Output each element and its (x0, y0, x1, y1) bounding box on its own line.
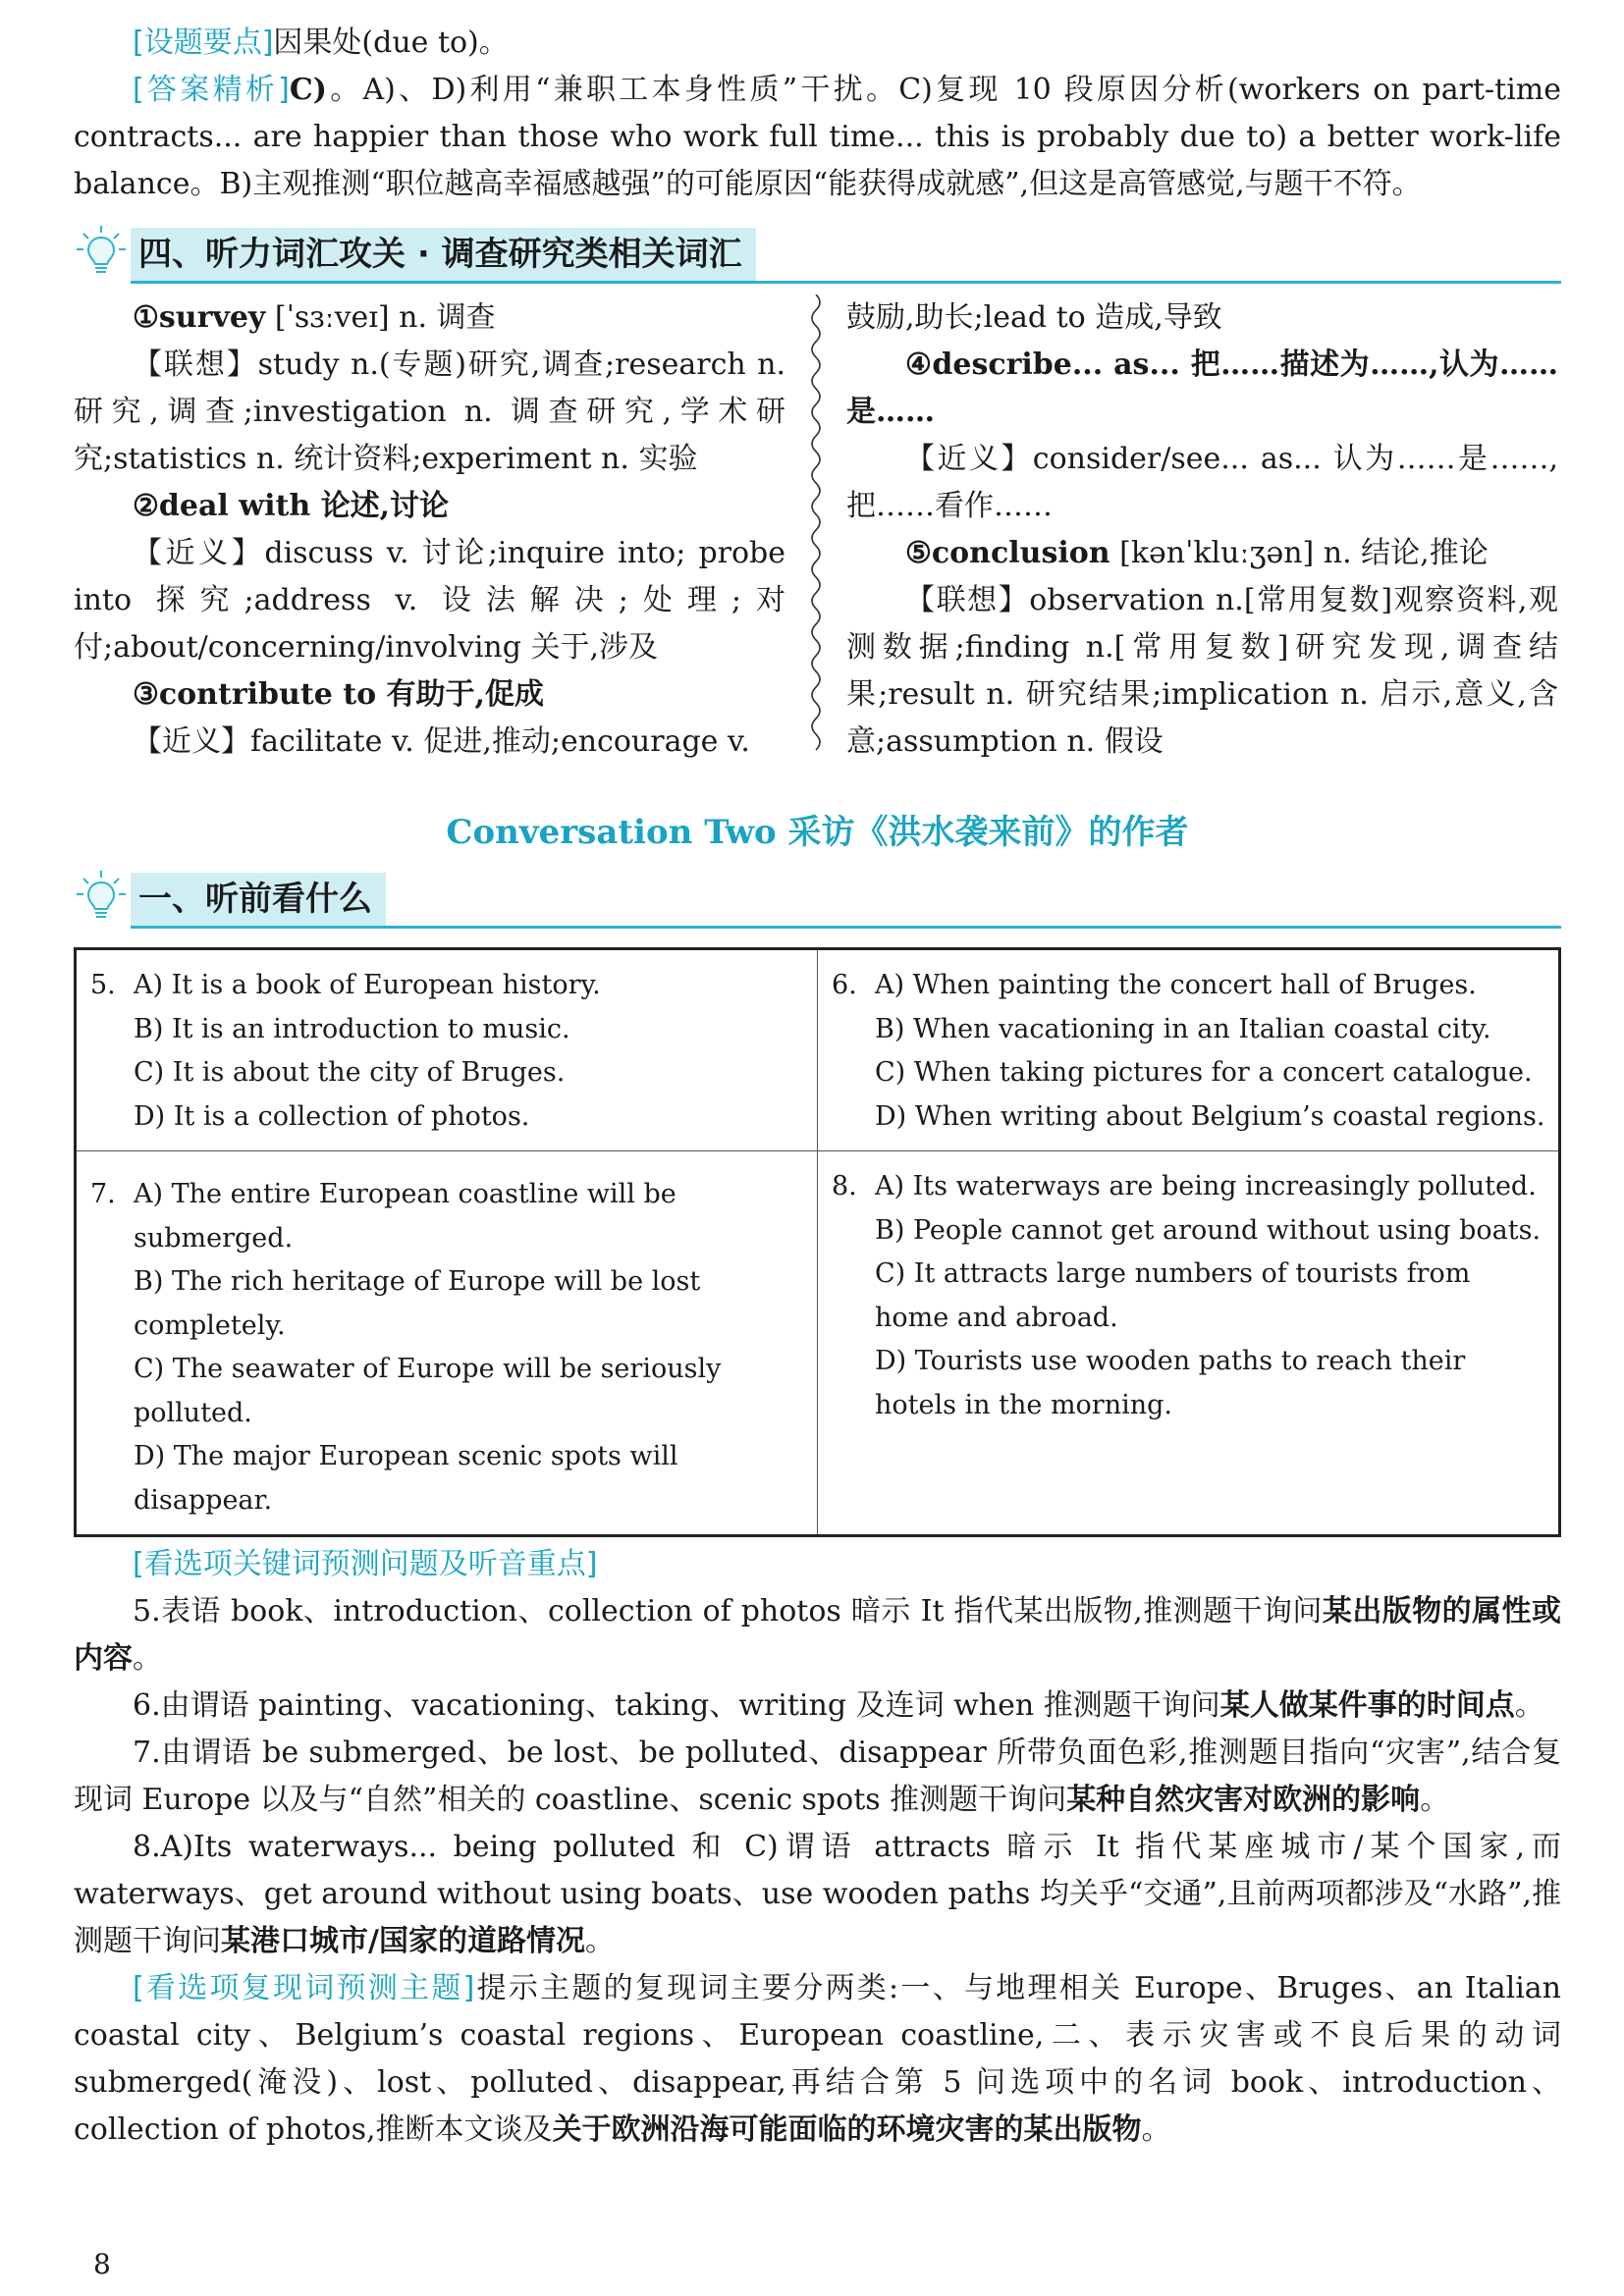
vocab-entry: ②deal with 论述,讨论 (133, 489, 450, 523)
tag-label: [设题要点] (133, 26, 274, 60)
vocab-entry: ①survey [ˈsɜːveɪ] n. 调查 (133, 300, 496, 335)
analysis-6: 6.由谓语 painting、vacationing、taking、writing 及连词 when 推测题干询问某人做某件事的时间点。 (133, 1688, 1544, 1723)
vocab-note: 【联想】study n.(专题)研究,调查;research n. 研究,调查;investigation n. 调查研究,学术研究;statistics n. 统计资料;experiment n. 实验 (74, 347, 786, 476)
wavy-divider (785, 294, 846, 766)
analysis-8: 8.A)Its waterways... being polluted 和 C)谓语 attracts 暗示 It 指代某座城市/某个国家,而 waterways、get around without using boats、use wooden paths 均关乎“交通”,且前两项都涉及“水路”,推测题干询问某港口城市/国家的道路情况。 (74, 1830, 1561, 1958)
section-rule (131, 926, 1561, 929)
question-8: 8. A) Its waterways are being increasingly polluted. B) People cannot get around without using boats. C) It attracts large numbers of tourists from home and abroad. D) Tourists use wooden paths to reach their hotels in the morning. (818, 1151, 1560, 1536)
section-heading-prelisten (74, 865, 1561, 930)
section-title: 一、听前看什么 (131, 873, 386, 926)
vocab-left-column (74, 294, 785, 766)
section-rule (131, 281, 1561, 284)
question-6: 6. A) When painting the concert hall of Bruges. B) When vacationing in an Italian coastal city. C) When taking pictures for a concert catalogue. D) When writing about Belgium’s coastal regions. (818, 949, 1560, 1151)
vocab-note: 【联想】observation n.[常用复数]观察资料,观测数据;finding n.[常用复数]研究发现,调查结果;result n. 研究结果;implication n. 启示,意义,含意;assumption n. 假设 (846, 583, 1558, 759)
vocab-note: 【近义】facilitate v. 促进,推动;encourage v. (133, 724, 750, 759)
lightbulb-icon (74, 224, 129, 279)
vocab-note: 鼓励,助长;lead to 造成,导致 (846, 300, 1222, 335)
vocab-entry: ③contribute to 有助于,促成 (133, 677, 544, 712)
vocab-entry: ⑤conclusion [kənˈkluːʒən] n. 结论,推论 (905, 536, 1489, 570)
section-title: 四、听力词汇攻关 · 调查研究类相关词汇 (131, 228, 756, 281)
page-number: 8 (93, 2248, 111, 2280)
answer-analysis: [答案精析]C)。A)、D)利用“兼职工本身性质”干扰。C)复现 10 段原因分析(workers on part-time contracts... are happier than those who work full time... this is probably due to) a better work-life balance。B)主观推测“职位越高幸福感越强”的可能原因“能获得成就感”,但这是高管感觉,与题干不符。 (74, 73, 1561, 201)
vocab-note: 【近义】consider/see... as... 认为……是……,把……看作…… (846, 442, 1559, 523)
wavy-line-decoration (806, 294, 826, 756)
analysis-tag: [看选项关键词预测问题及听音重点] (133, 1547, 598, 1581)
analysis-7: 7.由谓语 be submerged、be lost、be polluted、disappear 所带负面色彩,推测题目指向“灾害”,结合复现词 Europe 以及与“自然”相关的 coastline、scenic spots 推测题干询问某种自然灾害对欧洲的影响。 (74, 1735, 1561, 1817)
question-7: 7. A) The entire European coastline will be submerged. B) The rich heritage of Europe will be lost completely. C) The seawater of Europe will be seriously polluted. D) The major European scenic spots will disappear. (76, 1151, 818, 1536)
lightbulb-icon (74, 869, 129, 924)
section-heading-vocab (74, 220, 1561, 285)
analysis-theme: [看选项复现词预测主题]提示主题的复现词主要分两类:一、与地理相关 Europe、Bruges、an Italian coastal city、Belgium’s coastal regions、European coastline,二、表示灾害或不良后果的动词 submerged(淹没)、lost、polluted、disappear,再结合第 5 问选项中的名词 book、introduction、collection of photos,推断本文谈及关于欧洲沿海可能面临的环境灾害的某出版物。 (74, 1971, 1561, 2147)
analysis-5: 5.表语 book、introduction、collection of photos 暗示 It 指代某出版物,推测题干询问某出版物的属性或内容。 (74, 1594, 1562, 1676)
vocab-columns (74, 294, 1561, 766)
vocab-entry: ④describe... as... 把……描述为……,认为……是…… (846, 347, 1558, 429)
answer-point: [设题要点]因果处(due to)。 (133, 26, 509, 60)
tag-label: [答案精析] (133, 73, 290, 107)
conversation-title: Conversation Two 采访《洪水袭来前》的作者 (446, 813, 1189, 852)
question-options-table (74, 947, 1561, 1537)
vocab-note: 【近义】discuss v. 讨论;inquire into; probe into 探究;address v. 设法解决;处理;对付;about/concerning/involving 关于,涉及 (74, 536, 786, 665)
page-content (74, 20, 1561, 2154)
vocab-right-column (846, 294, 1558, 766)
question-5: 5. A) It is a book of European history. B) It is an introduction to music. C) It is about the city of Bruges. D) It is a collection of photos. (76, 949, 818, 1151)
